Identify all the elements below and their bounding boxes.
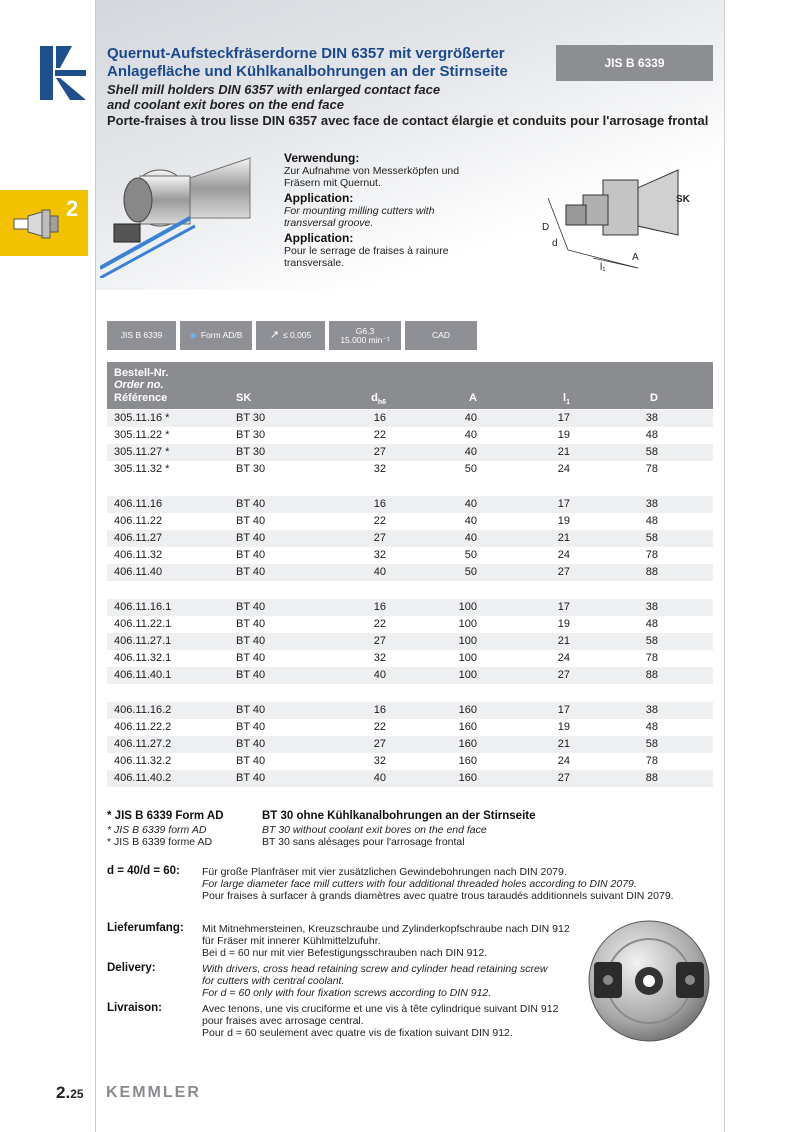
table-cell: 19 (557, 618, 570, 630)
delivery-en-1: With drivers, cross head retaining screw and cylinder head retaining screw (202, 963, 548, 975)
delivery-label-en: Delivery: (107, 962, 156, 974)
table-cell: 17 (557, 412, 570, 424)
usage-heading-fr: Application: (284, 231, 354, 245)
table-cell: 21 (557, 446, 570, 458)
table-cell: 24 (557, 755, 570, 767)
footnote-text-en: BT 30 without coolant exit bores on the end face (262, 824, 487, 836)
table-cell: 406.11.40 (114, 566, 163, 578)
table-cell: BT 40 (236, 618, 266, 630)
table-cell: BT 40 (236, 566, 266, 578)
table-cell: 19 (557, 515, 570, 527)
table-cell: BT 40 (236, 669, 266, 681)
delivery-en-3: For d = 60 only with four fixation screws according to DIN 912. (202, 987, 492, 999)
table-cell: 160 (458, 772, 477, 784)
table-cell: BT 30 (236, 463, 266, 475)
table-cell: 22 (373, 515, 386, 527)
table-cell: 48 (645, 618, 658, 630)
table-cell: 27 (557, 566, 570, 578)
table-cell: 40 (373, 669, 386, 681)
table-cell: 160 (458, 721, 477, 733)
table-cell: 50 (464, 549, 477, 561)
table-cell: 78 (645, 652, 658, 664)
table-cell: BT 40 (236, 652, 266, 664)
table-cell: 17 (557, 704, 570, 716)
table-cell: 88 (645, 566, 658, 578)
table-row (107, 633, 713, 650)
usage-heading-de: Verwendung: (284, 151, 360, 165)
table-cell: 40 (373, 566, 386, 578)
table-cell: 22 (373, 429, 386, 441)
drawing-label-d: d (552, 238, 558, 249)
table-cell: 406.11.40.2 (114, 772, 172, 784)
jis-standard-badge: JIS B 6339 (556, 45, 713, 81)
delivery-fr-2: pour fraises avec arrosage central. (202, 1015, 364, 1027)
table-cell: 40 (464, 498, 477, 510)
table-row (107, 667, 713, 684)
table-cell: 406.11.40.1 (114, 669, 172, 681)
note-d-label: d = 40/d = 60: (107, 865, 180, 877)
header-d-label: d (371, 392, 378, 404)
table-row (107, 599, 713, 616)
table-row (107, 719, 713, 736)
spec-runout-value: ≤ 0,005 (282, 330, 312, 340)
delivery-label-fr: Livraison: (107, 1002, 162, 1014)
table-cell: 17 (557, 601, 570, 613)
drawing-label-sk: SK (676, 194, 690, 205)
title-english-line-1: Shell mill holders DIN 6357 with enlarged contact face (107, 82, 441, 97)
table-cell: 40 (464, 446, 477, 458)
table-cell: BT 40 (236, 721, 266, 733)
usage-text-fr-2: transversale. (284, 257, 345, 269)
table-cell: 160 (458, 755, 477, 767)
table-cell: BT 40 (236, 498, 266, 510)
table-cell: 24 (557, 463, 570, 475)
header-order-en: Order no. (114, 379, 164, 391)
usage-heading-en: Application: (284, 191, 354, 205)
table-cell: 21 (557, 532, 570, 544)
usage-text-en-1: For mounting milling cutters with (284, 205, 435, 217)
note-d-de: Für große Planfräser mit vier zusätzlichen Gewindebohrungen nach DIN 2079. (202, 866, 567, 878)
table-cell: 16 (373, 412, 386, 424)
table-cell: 78 (645, 463, 658, 475)
table-cell: 21 (557, 738, 570, 750)
usage-text-de-1: Zur Aufnahme von Messerköpfen und (284, 165, 460, 177)
table-cell: 24 (557, 652, 570, 664)
table-cell: 88 (645, 669, 658, 681)
table-row (107, 461, 713, 478)
table-row (107, 564, 713, 581)
table-cell: 58 (645, 635, 658, 647)
table-cell: 38 (645, 601, 658, 613)
footnote-label-de: * JIS B 6339 Form AD (107, 810, 224, 822)
table-cell: 48 (645, 515, 658, 527)
table-cell: 406.11.27.2 (114, 738, 172, 750)
kemmler-logo-icon (40, 46, 86, 100)
delivery-en-2: for cutters with central coolant. (202, 975, 345, 987)
note-d-fr: Pour fraises à surfacer à grands diamètres avec quatre trous taraudés additionnels suivant DIN 2079. (202, 890, 674, 902)
table-cell: 78 (645, 549, 658, 561)
usage-text-en-2: transversal groove. (284, 217, 374, 229)
table-cell: 24 (557, 549, 570, 561)
brand-name: KEMMLER (106, 1084, 201, 1101)
delivery-de-1: Mit Mitnehmersteinen, Kreuzschraube und Zylinderkopfschraube nach DIN 912 (202, 923, 570, 935)
table-cell: 38 (645, 704, 658, 716)
table-row (107, 616, 713, 633)
table-cell: 21 (557, 635, 570, 647)
page-number (56, 1083, 84, 1103)
table-cell: 32 (373, 755, 386, 767)
footnote-label-fr: * JIS B 6339 forme AD (107, 836, 213, 848)
table-cell: 40 (464, 429, 477, 441)
table-cell: 305.11.16 * (114, 412, 170, 424)
table-row (107, 513, 713, 530)
header-order-fr: Référence (114, 392, 168, 404)
spec-balance-speed: 15.000 min⁻¹ (340, 334, 390, 345)
right-margin-strip (724, 0, 800, 1132)
table-cell: 100 (458, 601, 477, 613)
table-cell: 32 (373, 463, 386, 475)
table-cell: BT 40 (236, 738, 266, 750)
note-d-en: For large diameter face mill cutters with four additional threaded holes according to DIN 2079. (202, 878, 637, 890)
delivery-fr-3: Pour d = 60 seulement avec quatre vis de fixation suivant DIN 912. (202, 1027, 513, 1039)
spec-jis: JIS B 6339 (107, 321, 176, 350)
tool-holder-icon (12, 202, 62, 246)
table-cell: BT 30 (236, 412, 266, 424)
table-row (107, 736, 713, 753)
table-cell: 16 (373, 704, 386, 716)
table-header (107, 362, 713, 409)
table-row (107, 427, 713, 444)
table-cell: 88 (645, 772, 658, 784)
spec-cad-button[interactable]: CAD (405, 321, 477, 350)
table-cell: 48 (645, 721, 658, 733)
table-cell: 40 (464, 515, 477, 527)
table-cell: 27 (373, 532, 386, 544)
table-cell: 100 (458, 669, 477, 681)
spec-form (180, 321, 252, 350)
table-cell: 32 (373, 549, 386, 561)
table-cell: BT 40 (236, 755, 266, 767)
title-german-line-2: Anlagefläche und Kühlkanalbohrungen an der Stirnseite (107, 63, 508, 80)
table-cell: 32 (373, 652, 386, 664)
table-cell: 19 (557, 429, 570, 441)
table-cell: 406.11.16.2 (114, 704, 172, 716)
table-cell: 27 (557, 669, 570, 681)
delivery-fr-1: Avec tenons, une vis cruciforme et une vis à tête cylindrique suivant DIN 912 (202, 1003, 559, 1015)
title-english-line-2: and coolant exit bores on the end face (107, 97, 344, 112)
header-d-sub: h6 (377, 399, 386, 407)
spec-balance-grade: G6.3 (355, 325, 375, 336)
table-cell: 16 (373, 498, 386, 510)
header-l1-sub: 1 (566, 399, 570, 407)
delivery-de-3: Bei d = 60 nur mit vier Befestigungsschrauben nach DIN 912. (202, 947, 488, 959)
delivery-de-2: für Fräser mit innerer Kühlmittelzufuhr. (202, 935, 381, 947)
table-cell: 22 (373, 618, 386, 630)
header-sk: SK (236, 392, 252, 404)
drawing-label-D: D (542, 222, 550, 233)
table-cell: BT 30 (236, 446, 266, 458)
title-german-line-1: Quernut-Aufsteckfräserdorne DIN 6357 mit vergrößerter (107, 45, 505, 62)
table-cell: 406.11.32.1 (114, 652, 172, 664)
title-french: Porte-fraises à trou lisse DIN 6357 avec face de contact élargie et conduits pour l'arrosage frontal (107, 113, 709, 128)
table-cell: 160 (458, 704, 477, 716)
table-cell: 406.11.27.1 (114, 635, 172, 647)
table-row (107, 410, 713, 427)
page-number-sub: 25 (70, 1087, 84, 1101)
spec-balance (329, 321, 401, 350)
table-cell: 406.11.32 (114, 549, 163, 561)
table-cell: BT 40 (236, 635, 266, 647)
table-cell: 38 (645, 412, 658, 424)
table-row (107, 770, 713, 787)
delivery-label-de: Lieferumfang: (107, 922, 184, 934)
table-row (107, 547, 713, 564)
table-cell: 160 (458, 738, 477, 750)
spec-runout (256, 321, 325, 350)
page-number-main: 2. (56, 1083, 71, 1102)
left-sidebar (0, 0, 96, 1132)
table-cell: BT 40 (236, 549, 266, 561)
header-l1 (563, 392, 570, 406)
table-cell: 16 (373, 601, 386, 613)
table-cell: 406.11.22.1 (114, 618, 172, 630)
table-cell: 40 (464, 412, 477, 424)
table-cell: 305.11.22 * (114, 429, 170, 441)
header-a: A (469, 392, 477, 404)
header-D: D (650, 392, 658, 404)
table-cell: 48 (645, 429, 658, 441)
table-cell: 305.11.32 * (114, 463, 170, 475)
header-d (371, 392, 386, 406)
drawing-label-l1: l₁ (600, 262, 606, 273)
table-cell: 40 (373, 772, 386, 784)
table-cell: 406.11.16 (114, 498, 163, 510)
table-cell: 58 (645, 532, 658, 544)
coolant-drop-icon: ● (189, 328, 197, 342)
table-cell: 406.11.22 (114, 515, 163, 527)
table-cell: 27 (373, 446, 386, 458)
table-cell: 40 (464, 532, 477, 544)
table-cell: 22 (373, 721, 386, 733)
table-row (107, 444, 713, 461)
header-l1-label: l (563, 392, 567, 404)
shell-mill-holder-photo-icon (100, 148, 280, 278)
table-cell: BT 40 (236, 532, 266, 544)
footnote-text-fr: BT 30 sans alésages pour l'arrosage frontal (262, 836, 465, 848)
table-cell: 58 (645, 446, 658, 458)
table-cell: 78 (645, 755, 658, 767)
spec-form-label: Form AD/B (200, 330, 243, 340)
table-cell: 406.11.22.2 (114, 721, 172, 733)
table-cell: 27 (373, 635, 386, 647)
drawing-label-A: A (632, 252, 639, 263)
drive-disc-photo-icon (586, 918, 712, 1044)
chapter-number: 2 (66, 196, 79, 221)
table-cell: BT 40 (236, 772, 266, 784)
runout-arrow-icon: ↗ (269, 329, 279, 341)
table-cell: 305.11.27 * (114, 446, 170, 458)
table-cell: BT 30 (236, 429, 266, 441)
table-cell: 19 (557, 721, 570, 733)
usage-text-fr-1: Pour le serrage de fraises à rainure (284, 245, 449, 257)
table-cell: 406.11.27 (114, 532, 163, 544)
table-cell: 27 (557, 772, 570, 784)
table-row (107, 650, 713, 667)
table-cell: 38 (645, 498, 658, 510)
table-cell: 100 (458, 618, 477, 630)
table-cell: 100 (458, 652, 477, 664)
usage-text-de-2: Fräsern mit Quernut. (284, 177, 381, 189)
table-cell: 406.11.32.2 (114, 755, 172, 767)
table-row (107, 496, 713, 513)
table-row (107, 530, 713, 547)
table-cell: 27 (373, 738, 386, 750)
technical-drawing-icon (528, 150, 718, 280)
table-cell: BT 40 (236, 601, 266, 613)
footnote-text-de: BT 30 ohne Kühlkanalbohrungen an der Stirnseite (262, 810, 536, 822)
table-row (107, 702, 713, 719)
table-cell: 50 (464, 566, 477, 578)
footnote-label-en: * JIS B 6339 form AD (107, 824, 207, 836)
table-cell: 100 (458, 635, 477, 647)
table-cell: 406.11.16.1 (114, 601, 172, 613)
table-cell: BT 40 (236, 515, 266, 527)
table-cell: BT 40 (236, 704, 266, 716)
header-order-de: Bestell-Nr. (114, 367, 169, 379)
table-cell: 17 (557, 498, 570, 510)
table-cell: 58 (645, 738, 658, 750)
table-cell: 50 (464, 463, 477, 475)
table-row (107, 753, 713, 770)
